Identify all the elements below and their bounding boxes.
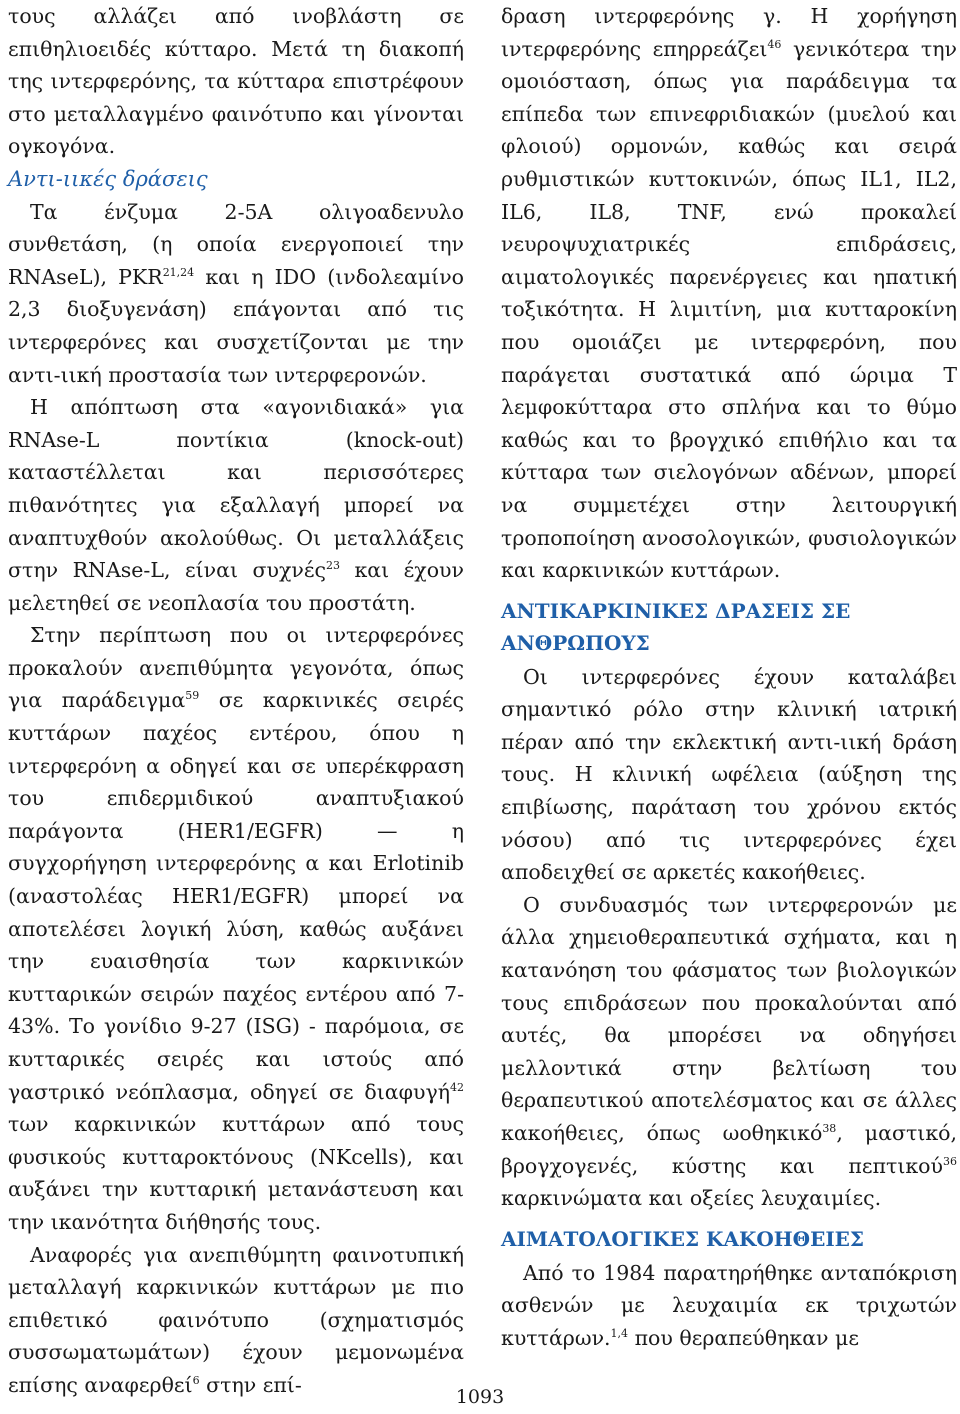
paragraph: Ο συνδυασμός των ιντερφερονών με άλλα χημειοθεραπευτικά σχήματα, και η κατανόηση του φάσματος των βιολογικών τους επιδράσεων που προκαλούνται από αυτές, θα μπορέσει να οδηγήσει μελλοντικά στην βελτίωση του θεραπευτικού αποτελέσματος και σε άλλες κακοήθειες, όπως ωοθηκικό$^{38}$, μαστικό, βρογχογενές, κύστης και πεπτικού$^{36}$ καρκινώματα και οξείες λευχαιμίες. <box>501 892 957 1211</box>
paragraph: Οι ιντερφερόνες έχουν καταλάβει σημαντικό ρόλο στην κλινική ιατρική πέραν από την εκλεκτική αντι-ιική δράση τους. Η κλινική ωφέλεια (αύξηση της επιβίωσης, παράταση του χρόνου εκτός νόσου) από τις ιντερφερόνες έχει αποδειχθεί σε αρκετές κακοήθειες. <box>501 664 957 885</box>
paragraph: Η απόπτωση στα «αγονιδιακά» για RNAse-L ποντίκια (knock-out) καταστέλλεται και περισσότερες πιθανότητες για εξαλλαγή μπορεί να αναπτυχθούν ακολούθως. Οι μεταλλάξεις στην RNAse-L, είναι συχνές$^{23}$ και έχουν μελετηθεί σε νεοπλασία του προστάτη. <box>8 395 464 615</box>
paragraph: Στην περίπτωση που οι ιντερφερόνες προκαλούν ανεπιθύμητα γεγονότα, όπως για παράδειγμα$^{59}$ σε καρκινικές σειρές κυττάρων παχέος εντέρου, όπου η ιντερφερόνη α οδηγεί και σε υπερέκφραση του επιδερμιδικού αναπτυξιακού παράγοντα (HER1/EGFR) — η συγχορήγηση ιντερφερόνης α και Erlotinib (αναστολέας HER1/EGFR) μπορεί να αποτελέσει λογική λύση, καθώς αυξάνει την ευαισθησία των καρκινικών κυτταρικών σειρών παχέος εντέρου από 7-43%. Το γονίδιο 9-27 (ISG) - παρόμοια, σε κυτταρικές σειρές και ιστούς από γαστρικό νεόπλασμα, οδηγεί σε διαφυγή$^{42}$ των καρκινικών κυττάρων από τους φυσικούς κυτταροκτόνους (NKcells), και αυξάνει την κυτταρική μετανάστευση και την ικανότητα διήθησής τους. <box>8 623 464 1234</box>
citation: 23 <box>325 559 340 573</box>
citation: 59 <box>185 689 200 703</box>
citation: 6 <box>192 1373 200 1387</box>
page-number: 1093 <box>455 1386 505 1408</box>
citation: 1,4 <box>610 1326 629 1340</box>
left-column <box>8 0 464 1402</box>
paragraph: Από το 1984 παρατηρήθηκε ανταπόκριση ασθενών με λευχαιμία εκ τριχωτών κυττάρων.$^{1,4}$ που θεραπεύθηκαν με <box>501 1260 957 1350</box>
paragraph: Τα ένζυμα 2-5Α ολιγοαδενυλο συνθετάση, (η οποία ενεργοποιεί την RNAseL), PKR$^{21,24}$ και η IDO (ινδολεαμίνο 2,3 διοξυγενάση) επάγονται από τις ιντερφερόνες και συσχετίζονται με την αντι-ιική προστασία των ιντερφερονών. <box>8 199 464 387</box>
right-column <box>501 0 957 1355</box>
citation: 46 <box>767 37 782 51</box>
citation: 21,24 <box>162 265 195 279</box>
section-heading-anticancer: ΑΝΤΙΚΑΡΚΙΝΙΚΕΣ ΔΡΑΣΕΙΣ ΣΕ ΑΝΘΡΩΠΟΥΣ <box>501 598 851 655</box>
paragraph: τους αλλάζει από ινοβλάστη σε επιθηλιοειδές κύτταρο. Μετά τη διακοπή της ιντερφερόνης, τα κύτταρα επιστρέφουν στο μεταλλαγμένο φαινότυπο και γίνονται ογκογόνα. <box>8 4 464 159</box>
section-heading-hematologic: ΑΙΜΑΤΟΛΟΓΙΚΕΣ ΚΑΚΟΗΘΕΙΕΣ <box>501 1226 865 1251</box>
subheading-antiviral: Αντι-ιικές δράσεις <box>8 166 208 191</box>
paragraph: δραση ιντερφερόνης γ. Η χορήγηση ιντερφερόνης επηρρεάζει$^{46}$ γενικότερα την ομοιόσταση, όπως για παράδειγμα τα επίπεδα των επινεφριδιακών (μυελού και φλοιού) ορμονών, καθώς και σειρά ρυθμιστικών κυττοκινών, όπως IL1, IL2, IL6, IL8, TNF, ενώ προκαλεί νευροψυχιατρικές επιδράσεις, αιματολογικές παρενέργειες και ηπατική τοξικότητα. Η λιμιτίνη, μια κυτταροκίνη που ομοιάζει με ιντερφερόνη, που παράγεται συστατικά από ώριμα Τ λεμφοκύτταρα στο σπλήνα και το θύμο καθώς και το βρογχικό επιθήλιο και τα κύτταρα των σιελογόνων αδένων, μπορεί να συμμετέχει στην λειτουργική τροποποίηση ανοσολογικών, φυσιολογικών και καρκινικών κυττάρων. <box>501 4 957 583</box>
citation: 42 <box>450 1080 464 1094</box>
paragraph: Αναφορές για ανεπιθύμητη φαινοτυπική μεταλλαγή καρκινικών κυττάρων με πιο επιθετικό φαινότυπο (σχηματισμός συσσωματωμάτων) έχουν μεμονωμένα επίσης αναφερθεί$^6$ στην επί- <box>8 1242 464 1397</box>
citation: 38 <box>822 1122 837 1135</box>
citation: 36 <box>943 1154 957 1168</box>
